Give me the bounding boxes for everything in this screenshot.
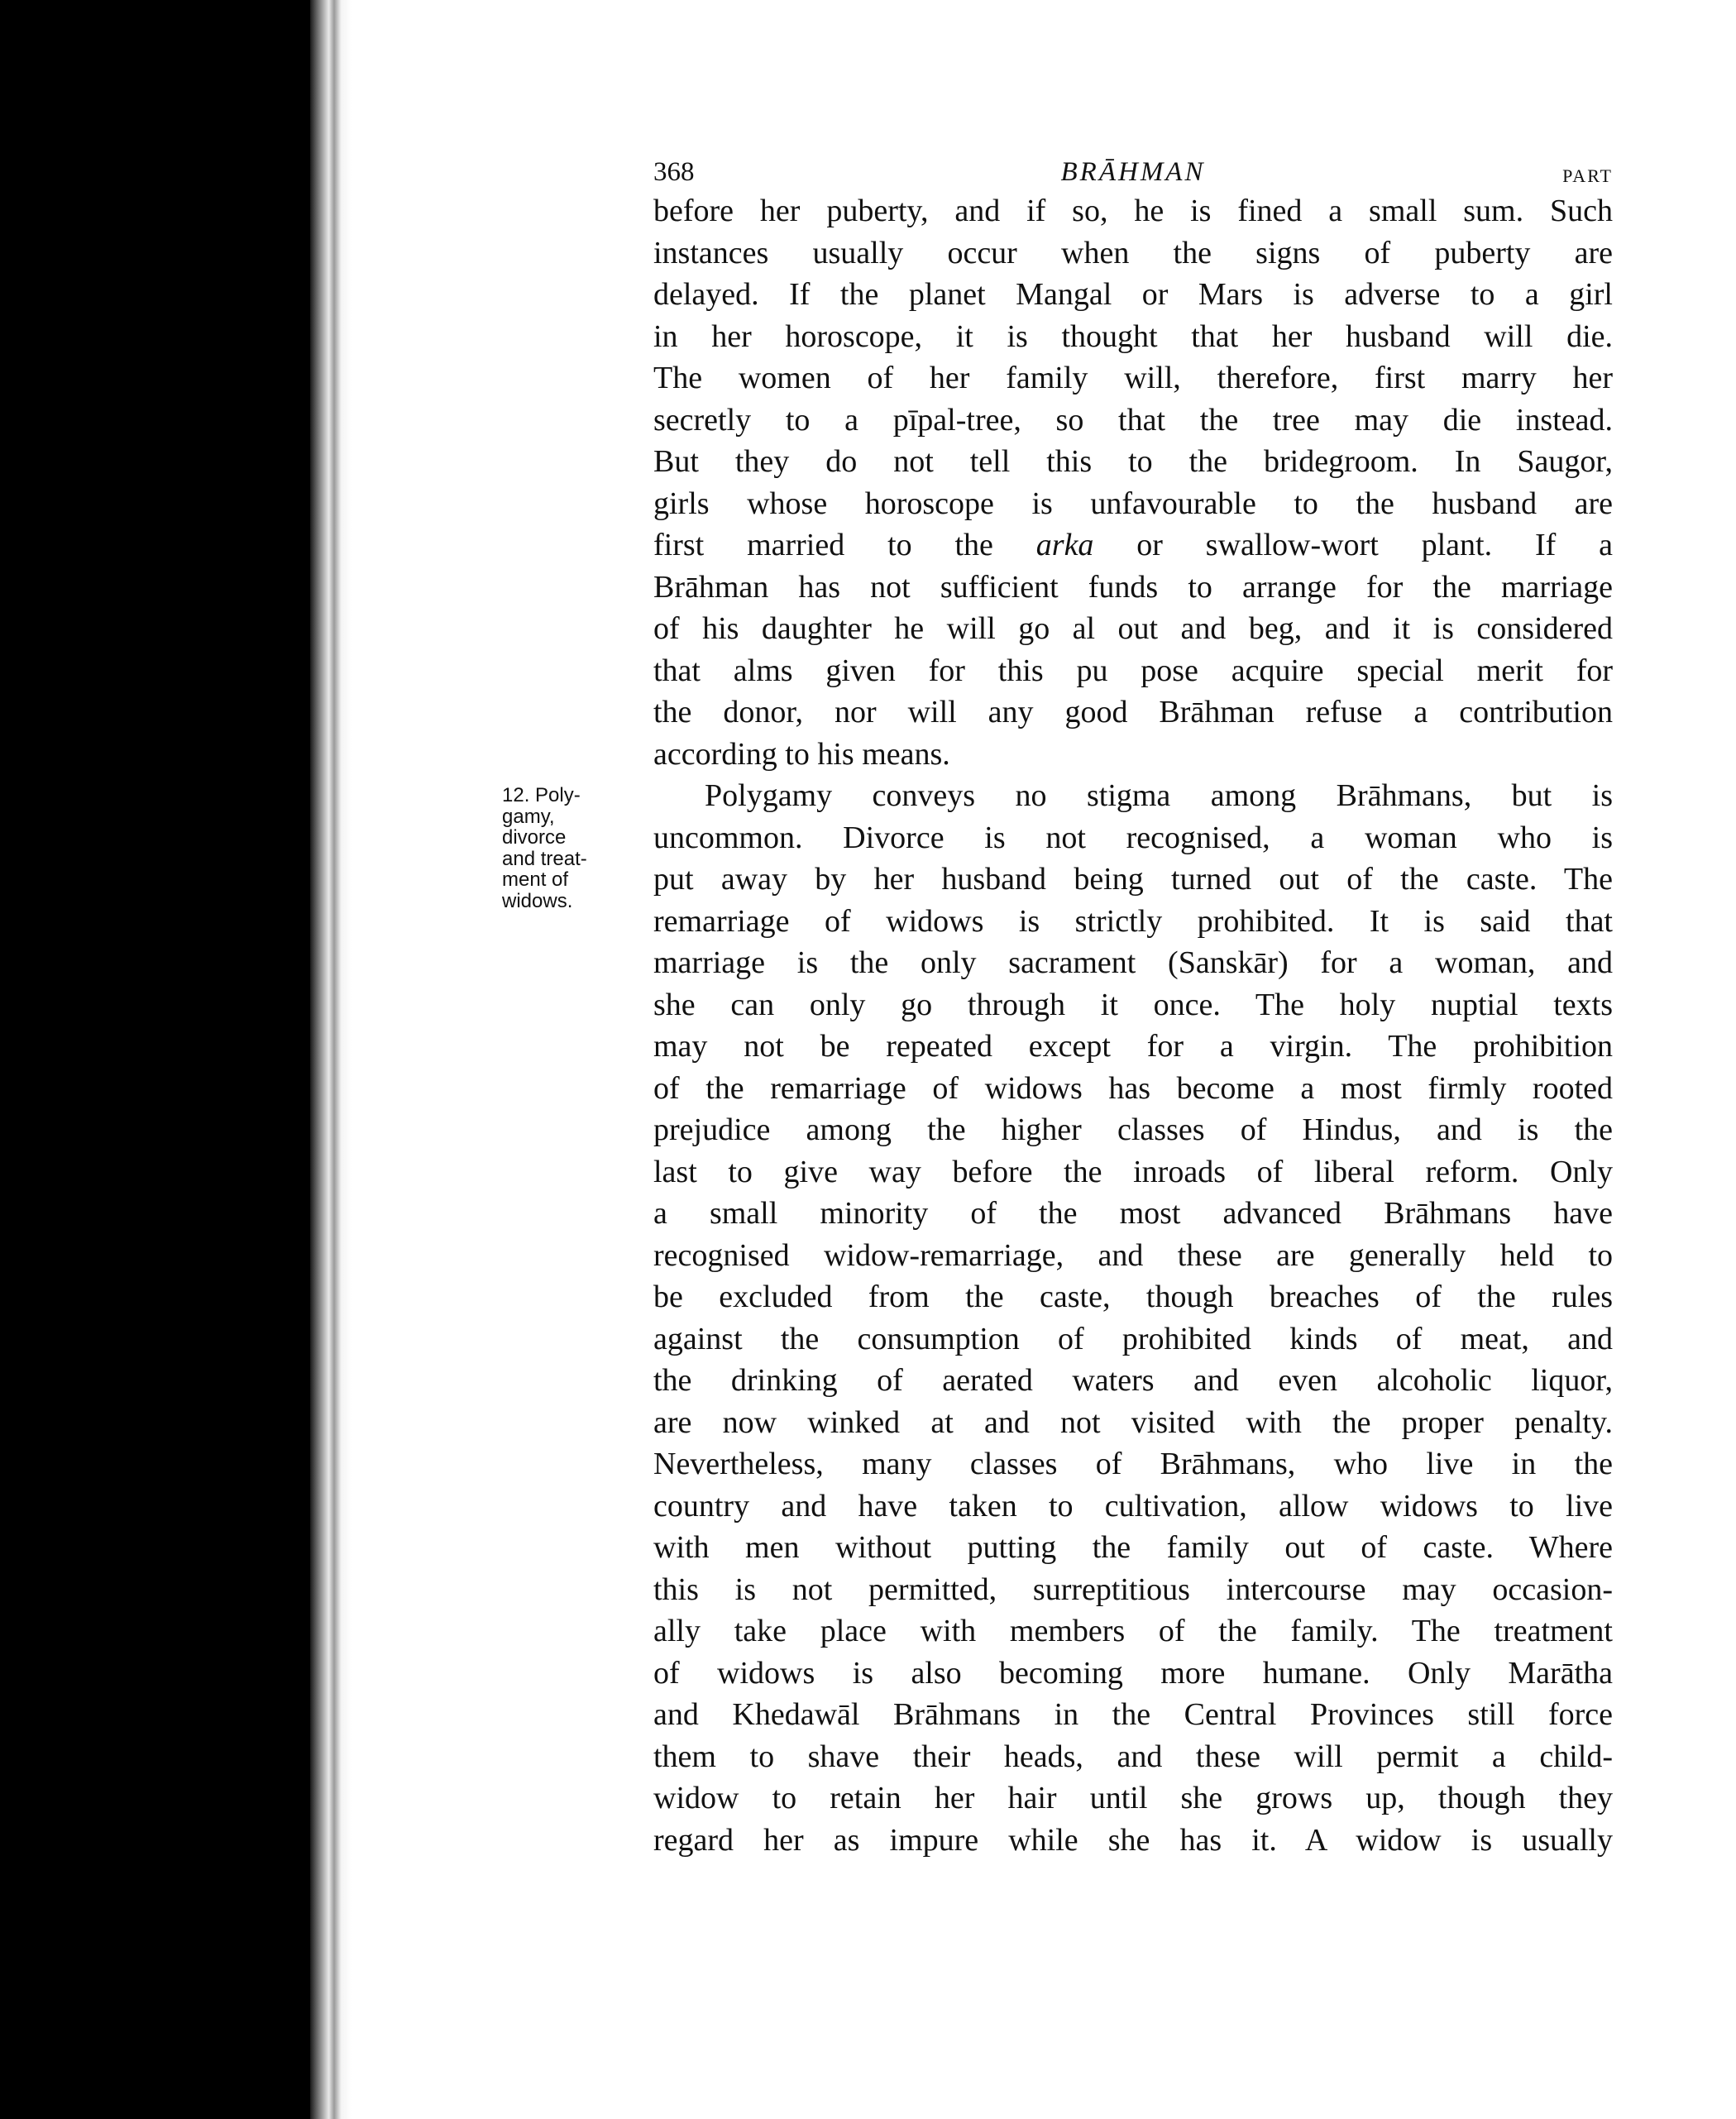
scan-binding-shadow: [0, 0, 310, 2119]
sidenote-line: 12. Poly-: [502, 784, 581, 806]
text-line: according to his means.: [653, 736, 950, 772]
page-number: 368: [653, 157, 695, 187]
text-segment: or swallow-wort plant. If a: [1136, 528, 1613, 562]
text-line: widow to retain her hair until she grows up, though they: [653, 1781, 1613, 1815]
margin-sidenote: [502, 785, 626, 911]
text-line: last to give way before the inroads of liberal reform. Only: [653, 1154, 1613, 1189]
part-label: PART: [1562, 165, 1613, 186]
text-line: the drinking of aerated waters and even alcoholic liquor,: [653, 1363, 1613, 1398]
text-line: this is not permitted, surreptitious intercourse may occasion-: [653, 1571, 1613, 1607]
text-line: recognised widow-remarriage, and these are generally held to: [653, 1237, 1613, 1273]
text-line: regard her as impure while she has it. A widow is usually: [653, 1822, 1613, 1858]
text-line: of the remarriage of widows has become a most firmly rooted: [653, 1070, 1613, 1106]
text-line: that alms given for this pu pose acquire special merit for: [653, 653, 1613, 688]
text-segment: first married to the: [653, 528, 993, 562]
text-line: [653, 524, 1613, 567]
text-line: of his daughter he will go al out and beg, and it is considered: [653, 611, 1613, 646]
text-line: Brāhman has not sufficient funds to arrange for the marriage: [653, 569, 1613, 605]
italic-term: arka: [1035, 528, 1094, 562]
text-line: with men without putting the family out of caste. Where: [653, 1530, 1613, 1565]
text-line: ally take place with members of the family. The treatment: [653, 1614, 1613, 1648]
text-line: she can only go through it once. The holy nuptial texts: [653, 987, 1613, 1022]
sidenote-line: widows.: [502, 889, 573, 912]
text-line: prejudice among the higher classes of Hindus, and is the: [653, 1112, 1613, 1147]
text-line: put away by her husband being turned out of the caste. The: [653, 862, 1613, 897]
sidenote-line: gamy,: [502, 805, 555, 828]
text-line: against the consumption of prohibited kinds of meat, and: [653, 1321, 1613, 1356]
text-line: marriage is the only sacrament (Sanskār) for a woman, and: [653, 945, 1613, 980]
text-line: But they do not tell this to the bridegroom. In Saugor,: [653, 444, 1613, 479]
scan-binding-edge: [310, 0, 352, 2119]
text-line: secretly to a pīpal-tree, so that the tree may die instead.: [653, 402, 1613, 438]
text-line: uncommon. Divorce is not recognised, a woman who is: [653, 820, 1613, 855]
sidenote-line: and treat-: [502, 847, 587, 870]
text-line: a small minority of the most advanced Brāhmans have: [653, 1196, 1613, 1231]
text-line: in her horoscope, it is thought that her husband will die.: [653, 318, 1613, 354]
text-line: Nevertheless, many classes of Brāhmans, who live in the: [653, 1447, 1613, 1481]
running-title: BRĀHMAN: [1060, 157, 1206, 187]
text-line: The women of her family will, therefore, first marry her: [653, 361, 1613, 395]
running-head: [653, 124, 1613, 190]
sidenote-line: ment of: [502, 868, 569, 891]
text-line: of widows is also becoming more humane. Only Marātha: [653, 1655, 1613, 1691]
text-line: girls whose horoscope is unfavourable to the husband are: [653, 486, 1613, 521]
text-line: instances usually occur when the signs of puberty are: [653, 235, 1613, 270]
book-page: [502, 124, 1613, 1861]
text-line: are now winked at and not visited with the proper penalty.: [653, 1404, 1613, 1440]
sidenote-line: divorce: [502, 826, 567, 849]
text-line: them to shave their heads, and these will permit a child-: [653, 1739, 1613, 1774]
text-line: may not be repeated except for a virgin. The prohibition: [653, 1029, 1613, 1064]
paragraph-1: [653, 190, 1613, 775]
text-line: delayed. If the planet Mangal or Mars is adverse to a girl: [653, 277, 1613, 312]
text-line: remarriage of widows is strictly prohibited. It is said that: [653, 903, 1613, 939]
text-line: country and have taken to cultivation, allow widows to live: [653, 1488, 1613, 1523]
text-line: and Khedawāl Brāhmans in the Central Provinces still force: [653, 1697, 1613, 1732]
text-line: the donor, nor will any good Brāhman refuse a contribution: [653, 695, 1613, 729]
body-text: [502, 190, 1613, 1861]
text-line: before her puberty, and if so, he is fined a small sum. Such: [653, 194, 1613, 228]
text-line: be excluded from the caste, though breaches of the rules: [653, 1280, 1613, 1314]
paragraph-2: [502, 775, 1613, 1861]
text-line: Polygamy conveys no stigma among Brāhmans, but is: [705, 778, 1613, 813]
